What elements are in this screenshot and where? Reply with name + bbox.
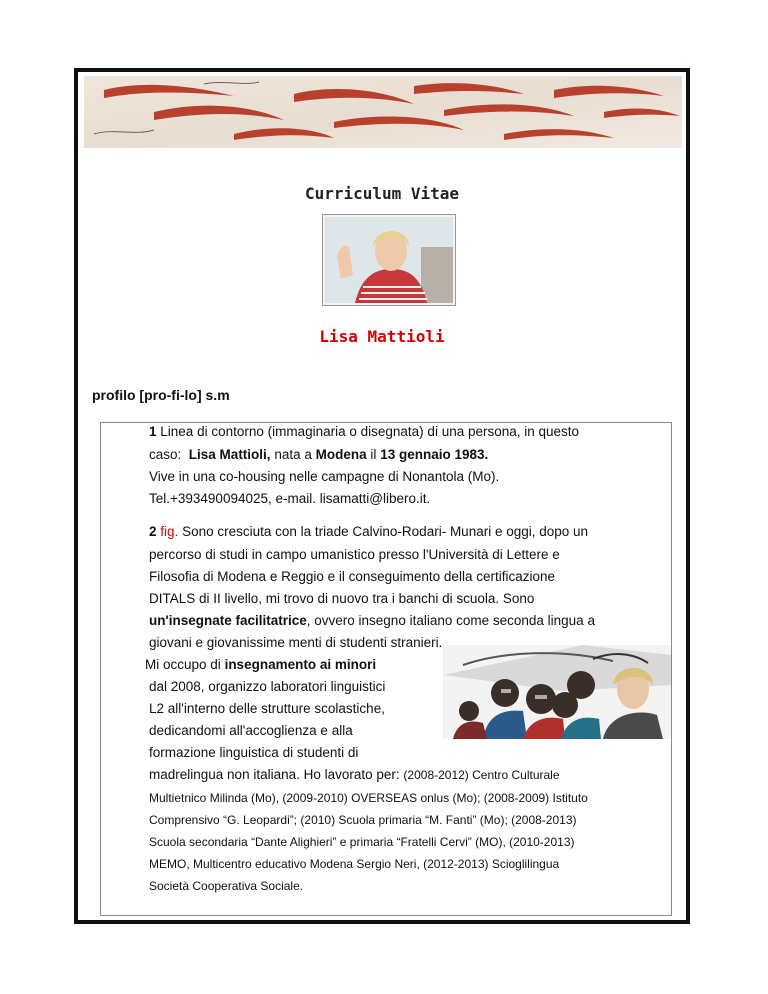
person-name: Lisa Mattioli — [319, 327, 445, 346]
section2-line12: madrelingua non italiana. Ho lavorato per: (2008-2012) Centro Culturale — [149, 767, 560, 782]
section2-line8: dal 2008, organizzo laboratori linguistici — [149, 679, 386, 694]
section2-line15: Scuola secondaria “Dante Alighieri” e primaria “Fratelli Cervi” (MO), (2010-2013) — [149, 835, 575, 849]
section1-line1: 1 Linea di contorno (immaginaria o disegnata) di una persona, in questo — [149, 424, 580, 439]
section2-line11: formazione linguistica di studenti di — [149, 745, 359, 760]
section2-line9: L2 all'interno delle strutture scolastiche, — [149, 701, 385, 716]
section2-line1: 2 fig. Sono cresciuta con la triade Calvino-Rodari- Munari e oggi, dopo un — [149, 524, 589, 539]
section2-line4: DITALS di II livello, mi trovo di nuovo tra i banchi di scuola. Sono — [149, 591, 535, 606]
section2-line17: Società Cooperativa Sociale. — [149, 879, 304, 893]
cv-page-frame — [74, 68, 690, 924]
section2-line7: Mi occupo di insegnamento ai minori — [145, 657, 377, 672]
section1-contacts: Tel.+393490094025, e-mail. lisamatti@libero.it. — [149, 491, 431, 506]
section2-line2: percorso di studi in campo umanistico presso l'Università di Lettere e — [149, 547, 560, 562]
cv-title: Curriculum Vitae — [304, 184, 460, 203]
section2-line16: MEMO, Multicentro educativo Modena Sergio Neri, (2012-2013) Scioglilingua — [149, 857, 560, 871]
section2-line3: Filosofia di Modena e Reggio e il conseguimento della certificazione — [149, 569, 555, 584]
painted-banner-image — [84, 76, 682, 148]
section2-line13: Multietnico Milinda (Mo), (2009-2010) OVERSEAS onlus (Mo); (2008-2009) Istituto — [149, 791, 588, 805]
section2-line14: Comprensivo “G. Leopardi”; (2010) Scuola primaria “M. Fanti” (Mo); (2008-2013) — [149, 813, 577, 827]
profile-definition-heading: profilo [pro-fi-lo] s.m — [92, 387, 230, 403]
section1-line2: caso: Lisa Mattioli, nata a Modena il 13 gennaio 1983. — [149, 447, 489, 462]
section2-line5: un'insegnate facilitatrice, ovvero insegno italiano come seconda lingua a — [149, 613, 595, 628]
section2-line6: giovani e giovanissime menti di studenti stranieri. — [149, 635, 443, 650]
portrait-photo — [322, 214, 456, 306]
profile-text-box — [100, 422, 672, 916]
section2-line10: dedicandomi all'accoglienza e alla — [149, 723, 353, 738]
section1-line3: Vive in una co-housing nelle campagne di Nonantola (Mo). — [149, 469, 500, 484]
students-photo — [443, 645, 671, 739]
